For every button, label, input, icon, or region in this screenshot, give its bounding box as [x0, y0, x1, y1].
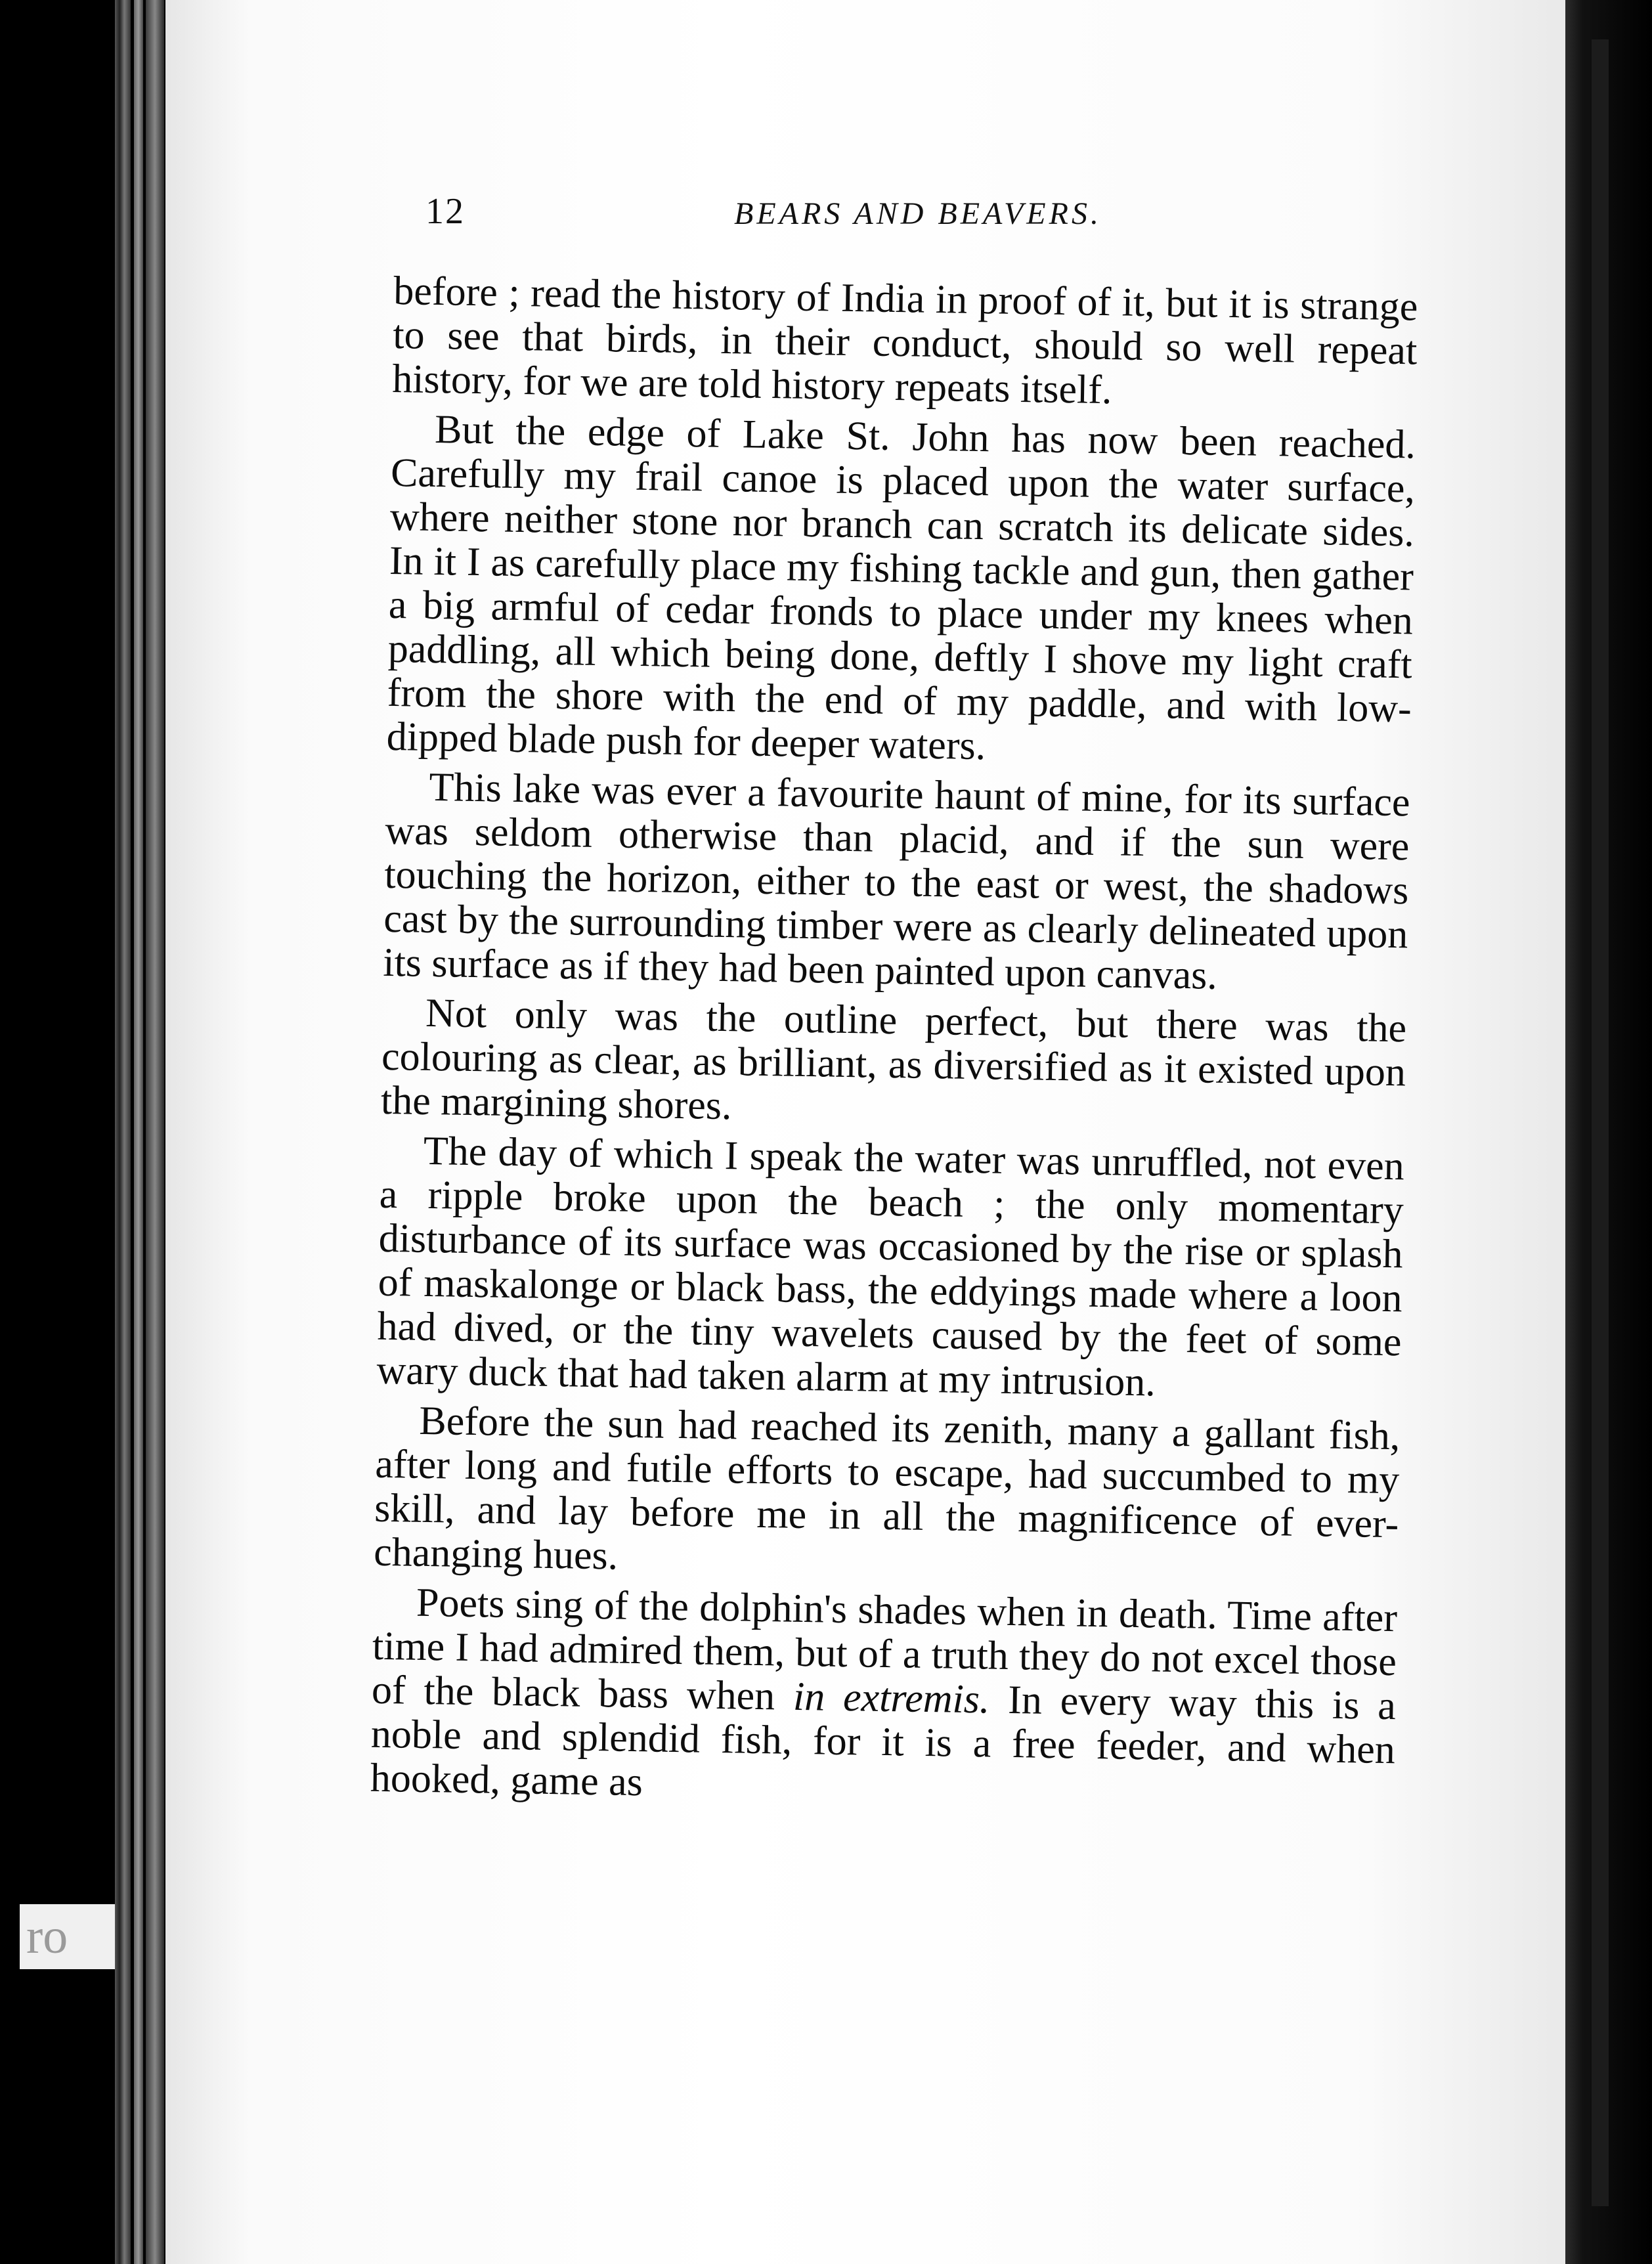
paragraph: [370, 1580, 1397, 1816]
italic-phrase: in extremis.: [793, 1674, 990, 1722]
paragraph: Before the sun had reached its zenith, many a gallant fish, after long and futile efforts to escape, had succumbed to my skill, and lay before me in all the magnificence of ever-changing hues.: [373, 1398, 1401, 1578]
adjacent-page-fragment: ro: [20, 1904, 118, 1969]
running-title: BEARS AND BEAVERS.: [734, 196, 1102, 231]
page-stack-edge: [1592, 39, 1609, 2206]
book-spine-edge: [115, 0, 131, 2264]
paragraph-text: In every way this is a noble and splendid fish, for it is a free feeder, and when hooked, game as: [370, 1677, 1397, 1805]
paragraph-text: Poets sing of the dolphin's shades when in death. Time after time I had admired them, but of a truth they do not excel those of the black bass when: [371, 1580, 1398, 1719]
page-number: 12: [425, 191, 465, 232]
paragraph: before ; read the history of India in proof of it, but it is strange to see that birds, in their conduct, should so well repeat history, for we are told history repeats itself.: [391, 269, 1418, 413]
paragraph: The day of which I speak the water was unruffled, not even a ripple broke upon the beach ; the only momentary disturbance of its surface was occasioned by the rise or splash of maskalonge or black bass, the eddyings made where a loon had dived, or the tiny wavelets caused by the feet of some wary duck that had taken alarm at my intrusion.: [376, 1128, 1405, 1405]
book-spine-edge: [146, 0, 164, 2264]
right-film-border: [1565, 0, 1652, 2264]
paragraph: This lake was ever a favourite haunt of mine, for its surface was seldom otherwise than placid, and if the sun were touching the horizon, either to the east or west, the shadows cast by the surrounding timber were as clearly delineated upon its surface as if they had been painted upon canvas.: [382, 764, 1410, 998]
running-header: [425, 190, 1542, 256]
paragraph: Not only was the outline perfect, but there was the colouring as clear, as brilliant, as diversified as it existed upon the margining shores.: [380, 990, 1407, 1129]
body-text: [370, 269, 1418, 1816]
book-spine-edge: [134, 0, 143, 2264]
paragraph: But the edge of Lake St. John has now been reached. Carefully my frail canoe is placed upon the water surface, where neither stone nor branch can scratch its delicate sides. In it I as carefully place my fishing tackle and gun, then gather a big armful of cedar fronds to place under my knees when paddling, all which being done, deftly I shove my light craft from the shore with the end of my paddle, and with low-dipped blade push for deeper waters.: [386, 407, 1416, 769]
